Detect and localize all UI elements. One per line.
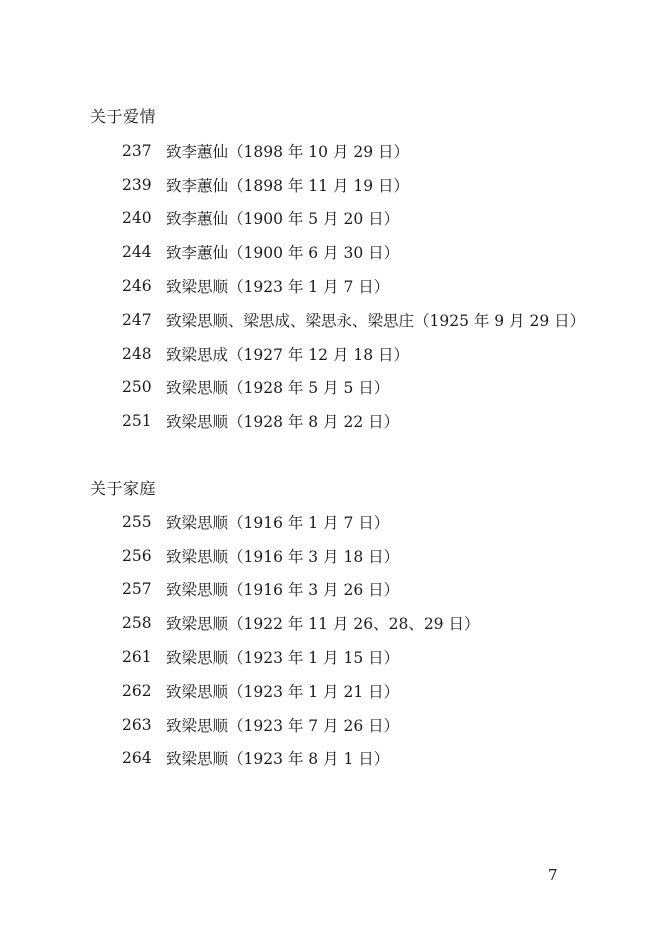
toc-entry-title: 致李蕙仙（1900 年 5 月 20 日）: [166, 210, 400, 229]
toc-entry-page: 237: [122, 141, 152, 160]
toc-entry[interactable]: [122, 235, 585, 269]
toc-entry-page: 250: [122, 378, 152, 397]
toc-entry[interactable]: [122, 134, 585, 168]
toc-entry-title: 致梁思顺（1923 年 1 月 21 日）: [166, 682, 400, 701]
toc-entry-title: 致梁思顺、梁思成、梁思永、梁思庄（1925 年 9 月 29 日）: [166, 311, 586, 330]
toc-entry-page: 262: [122, 681, 152, 700]
toc-entry[interactable]: [122, 303, 585, 337]
toc-entry[interactable]: [122, 674, 479, 708]
toc-entry-page: 251: [122, 412, 152, 431]
toc-entry-page: 257: [122, 580, 152, 599]
toc-entry-title: 致梁思顺（1928 年 8 月 22 日）: [166, 413, 400, 432]
section-heading-love: 关于爱情: [90, 107, 157, 126]
toc-entry-title: 致梁思顺（1923 年 1 月 7 日）: [166, 278, 390, 297]
toc-list-family: [122, 505, 479, 775]
toc-entry-page: 258: [122, 614, 152, 633]
toc-entry-title: 致梁思顺（1923 年 7 月 26 日）: [166, 716, 400, 735]
toc-entry[interactable]: [122, 573, 479, 607]
toc-entry-page: 264: [122, 749, 152, 768]
toc-entry-title: 致梁思成（1927 年 12 月 18 日）: [166, 345, 410, 364]
toc-entry-page: 255: [122, 512, 152, 531]
page-number: 7: [548, 866, 558, 884]
toc-entry[interactable]: [122, 742, 479, 776]
toc-entry-page: 248: [122, 344, 152, 363]
toc-entry-page: 246: [122, 277, 152, 296]
toc-entry-page: 239: [122, 175, 152, 194]
toc-entry[interactable]: [122, 539, 479, 573]
toc-entry-title: 致梁思顺（1923 年 1 月 15 日）: [166, 649, 400, 668]
toc-entry[interactable]: [122, 202, 585, 236]
toc-entry[interactable]: [122, 606, 479, 640]
toc-entry[interactable]: [122, 708, 479, 742]
toc-entry-page: 263: [122, 715, 152, 734]
toc-entry-title: 致梁思顺（1916 年 3 月 18 日）: [166, 547, 400, 566]
toc-entry-title: 致李蕙仙（1898 年 10 月 29 日）: [166, 142, 410, 161]
toc-entry[interactable]: [122, 505, 479, 539]
toc-entry[interactable]: [122, 640, 479, 674]
toc-entry[interactable]: [122, 168, 585, 202]
toc-entry[interactable]: [122, 404, 585, 438]
toc-entry-title: 致李蕙仙（1898 年 11 月 19 日）: [166, 176, 410, 195]
toc-entry-title: 致梁思顺（1923 年 8 月 1 日）: [166, 750, 390, 769]
toc-entry[interactable]: [122, 269, 585, 303]
toc-entry[interactable]: [122, 337, 585, 371]
toc-entry-title: 致梁思顺（1928 年 5 月 5 日）: [166, 379, 390, 398]
toc-entry-page: 247: [122, 310, 152, 329]
toc-entry-page: 256: [122, 546, 152, 565]
toc-entry-page: 240: [122, 209, 152, 228]
toc-entry[interactable]: [122, 371, 585, 405]
toc-entry-title: 致李蕙仙（1900 年 6 月 30 日）: [166, 244, 400, 263]
toc-list-love: [122, 134, 585, 438]
section-heading-family: 关于家庭: [90, 479, 157, 498]
toc-entry-title: 致梁思顺（1916 年 3 月 26 日）: [166, 581, 400, 600]
toc-entry-title: 致梁思顺（1922 年 11 月 26、28、29 日）: [166, 615, 480, 634]
toc-entry-page: 244: [122, 243, 152, 262]
toc-entry-page: 261: [122, 648, 152, 667]
toc-entry-title: 致梁思顺（1916 年 1 月 7 日）: [166, 513, 390, 532]
